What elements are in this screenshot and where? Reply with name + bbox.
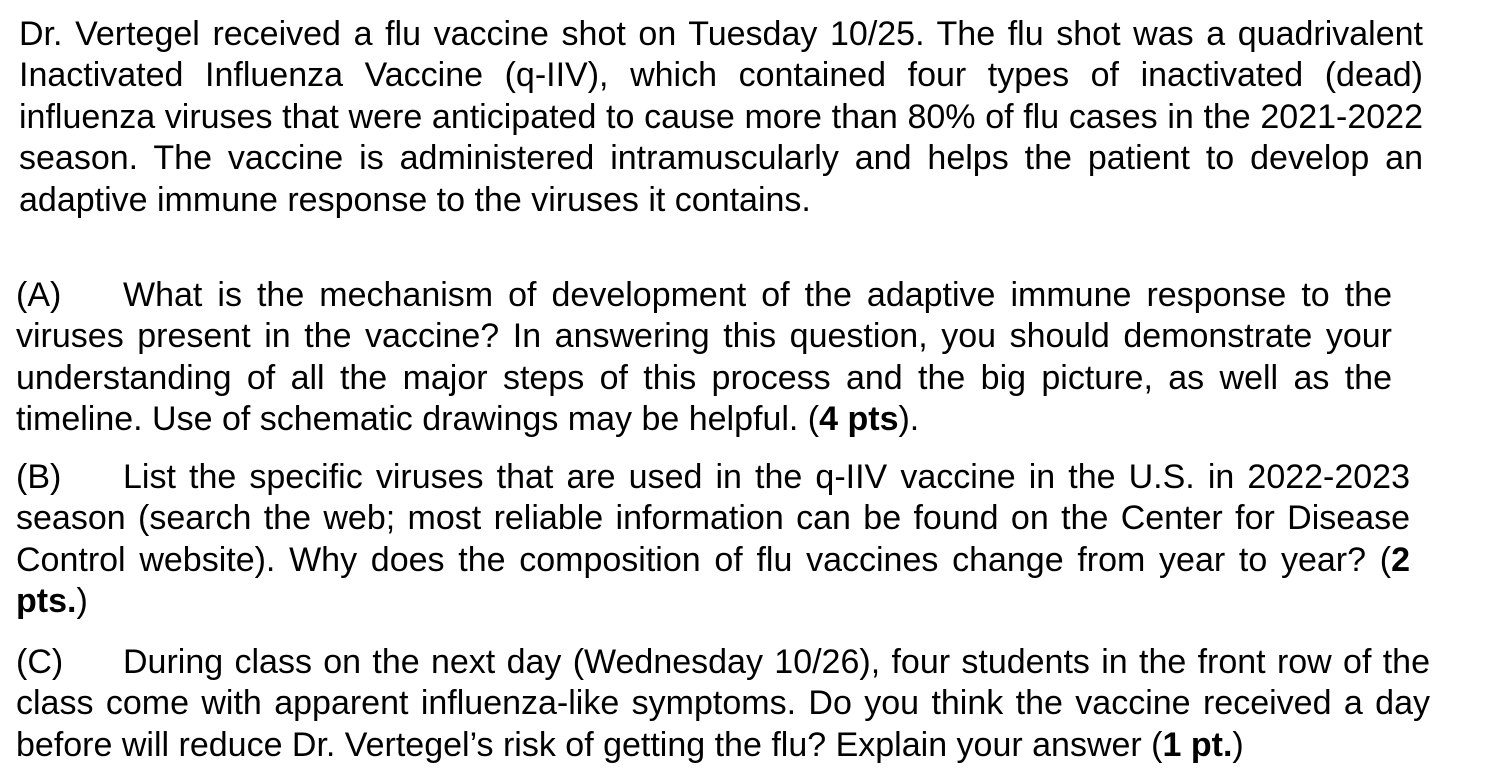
question-b: [16, 457, 1410, 623]
question-c-suffix: ): [1232, 725, 1244, 764]
question-b-text: List the specific viruses that are used in the q-IIV vaccine in the U.S. in 2022-2023 season (search the web; most reliable information can be found on the Center for Disease Control website). Why does the composition of flu vaccines change from year to year? (: [16, 458, 1410, 579]
question-a: [16, 275, 1392, 441]
question-c-label: (C): [16, 643, 64, 681]
question-b-points: 2 pts.: [16, 540, 1410, 621]
question-a-suffix: ).: [898, 400, 920, 439]
question-c: [16, 642, 1430, 766]
question-a-points: 4 pts: [819, 400, 899, 439]
question-b-label: (B): [16, 458, 62, 496]
question-c-points: 1 pt.: [1162, 725, 1233, 764]
question-c-text: During class on the next day (Wednesday 10/26), four students in the front row of the class come with apparent influenza-like symptoms. Do you think the vaccine received a day before will reduce Dr. Vertegel’s risk of getting the flu? Explain your answer (: [16, 643, 1430, 764]
question-a-text: What is the mechanism of development of the adaptive immune response to the viruses present in the vaccine? In answering this question, you should demonstrate your understanding of all the major steps of this process and the big picture, as well as the timeline. Use of schematic drawings may be helpful. (: [16, 276, 1392, 439]
intro-paragraph: Dr. Vertegel received a flu vaccine shot on Tuesday 10/25. The flu shot was a quadrivalent Inactivated Influenza Vaccine (q-IIV), which contained four types of inactivated (dead) influenza viruses that were anticipated to cause more than 80% of flu cases in the 2021-2022 season. The vaccine is administered intramuscularly and helps the patient to develop an adaptive immune response to the viruses it contains.: [19, 15, 1423, 219]
question-b-suffix: ): [76, 582, 88, 621]
question-a-label: (A): [16, 276, 62, 314]
